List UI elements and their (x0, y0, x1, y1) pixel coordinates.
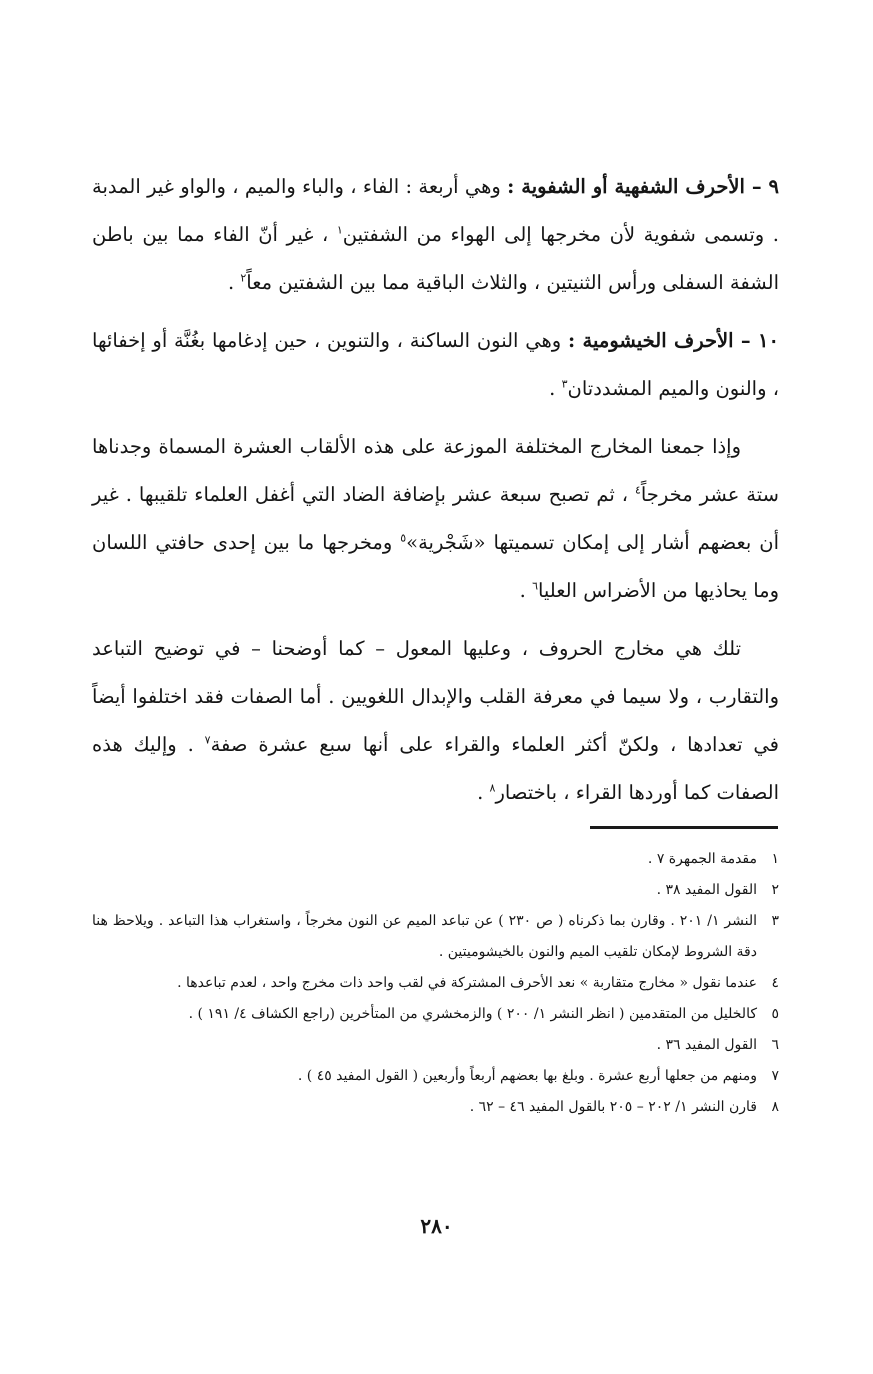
footnote-text: عندما نقول « مخارج متقاربة » نعد الأحرف المشتركة في لقب واحد ذات مخرج واحد ، لعدم تباعدها . (177, 975, 757, 991)
paragraph-text: ، ثم تصبح سبعة عشر بإضافة الضاد التي أغفل العلماء تلقيبها . غير أن بعضهم أشار إلى إمكان تسميتها «شَجْرية» (92, 483, 780, 554)
footnote-number: ٥ (771, 1006, 779, 1022)
footnote-ref-5[interactable]: ٥ (400, 531, 407, 545)
paragraph-nasal-letters (92, 317, 779, 413)
page-number: ٢٨٠ (420, 1214, 453, 1238)
footnote-ref-6[interactable]: ٦ (532, 579, 538, 593)
footnote-ref-3[interactable]: ٣ (561, 377, 568, 391)
footnote-item (92, 844, 779, 875)
footnote-text: مقدمة الجمهرة ٧ . (647, 851, 757, 867)
paragraph-text: ، غير أنّ الفاء مما بين باطن الشفة السفلى ورأس الثنيتين ، والثلاث الباقية مما بين الشفتين معاً (92, 223, 779, 294)
footnote-item (92, 875, 779, 906)
footnote-ref-2[interactable]: ٢ (240, 271, 247, 285)
footnote-number: ٢ (771, 882, 779, 898)
footnote-item (92, 999, 779, 1030)
footnote-text: القول المفيد ٣٦ . (656, 1037, 757, 1053)
paragraph-attributes (92, 625, 779, 817)
footnote-item (92, 1030, 779, 1061)
footnote-text: النشر ١/ ٢٠١ . وقارن بما ذكرناه ( ص ٢٣٠ ) عن تباعد الميم عن النون مخرجاً ، واستغراب هذا التباعد . ويلاحظ هنا دقة الشروط لإمكان تلقيب الميم والنون بالخيشوميتين . (92, 913, 757, 960)
footnote-number: ١ (771, 851, 779, 867)
paragraph-text: وإذا جمعنا المخارج المختلفة الموزعة على هذه الألقاب العشرة المسماة وجدناها ستة عشر مخرجاً (92, 435, 779, 506)
paragraph-text: . وإليك هذه الصفات كما أوردها القراء ، باختصار (92, 733, 779, 804)
footnote-ref-7[interactable]: ٧ (204, 733, 211, 747)
footnote-text: كالخليل من المتقدمين ( انظر النشر ١/ ٢٠٠ ) والزمخشري من المتأخرين (راجع الكشاف ٤/ ١٩١ ) . (188, 1006, 757, 1022)
footnote-item (92, 1092, 779, 1123)
footnote-number: ٣ (771, 913, 779, 929)
paragraph-text: . (227, 271, 241, 294)
paragraph-text: تلك هي مخارج الحروف ، وعليها المعول – كما أوضحنا – في توضيح التباعد والتقارب ، ولا سيما في معرفة القلب والإبدال اللغويين . أما الصفات فقد اختلفوا أيضاً في تعدادها ، ولكنّ أكثر العلماء والقراء على أنها سبع عشرة صفة (92, 637, 779, 756)
main-text (92, 163, 779, 827)
footnote-number: ٤ (771, 975, 779, 991)
paragraph-text: وهي النون الساكنة ، والتنوين ، حين إدغامها بغُنَّة أو إخفائها ، والنون والميم المشددتان (92, 329, 779, 400)
footnotes (92, 844, 779, 1123)
footnote-item (92, 906, 779, 968)
section-heading-labial: ٩ – الأحرف الشفهية أو الشفوية : (507, 175, 779, 198)
paragraph-labial-letters (92, 163, 779, 307)
footnote-ref-4[interactable]: ٤ (634, 483, 641, 497)
footnote-text: ومنهم من جعلها أربع عشرة . وبلغ بها بعضهم أربعاً وأربعين ( القول المفيد ٤٥ ) . (297, 1068, 757, 1084)
footnote-number: ٨ (771, 1099, 779, 1115)
paragraph-text: . (549, 377, 562, 400)
paragraph-text: . (519, 579, 533, 602)
footnote-item (92, 1061, 779, 1092)
footnote-ref-8[interactable]: ٨ (489, 781, 496, 795)
footnote-separator (590, 826, 778, 829)
footnote-text: القول المفيد ٣٨ . (656, 882, 757, 898)
footnote-ref-1[interactable]: ١ (336, 223, 343, 237)
paragraph-text: . (477, 781, 490, 804)
paragraph-text: وهي أربعة : الفاء ، والباء والميم ، والواو غير المدبة . وتسمى شفوية لأن مخرجها إلى الهواء من الشفتين (92, 175, 779, 246)
footnote-number: ٦ (771, 1037, 779, 1053)
footnote-number: ٧ (771, 1068, 779, 1084)
paragraph-text: ومخرجها ما بين إحدى حافتي اللسان وما يحاذيها من الأضراس العليا (92, 531, 779, 602)
section-heading-nasal: ١٠ – الأحرف الخيشومية : (567, 329, 779, 352)
paragraph-articulation-points (92, 423, 779, 615)
footnote-item (92, 968, 779, 999)
footnote-text: قارن النشر ١/ ٢٠٢ – ٢٠٥ بالقول المفيد ٤٦ – ٦٢ . (469, 1099, 757, 1115)
